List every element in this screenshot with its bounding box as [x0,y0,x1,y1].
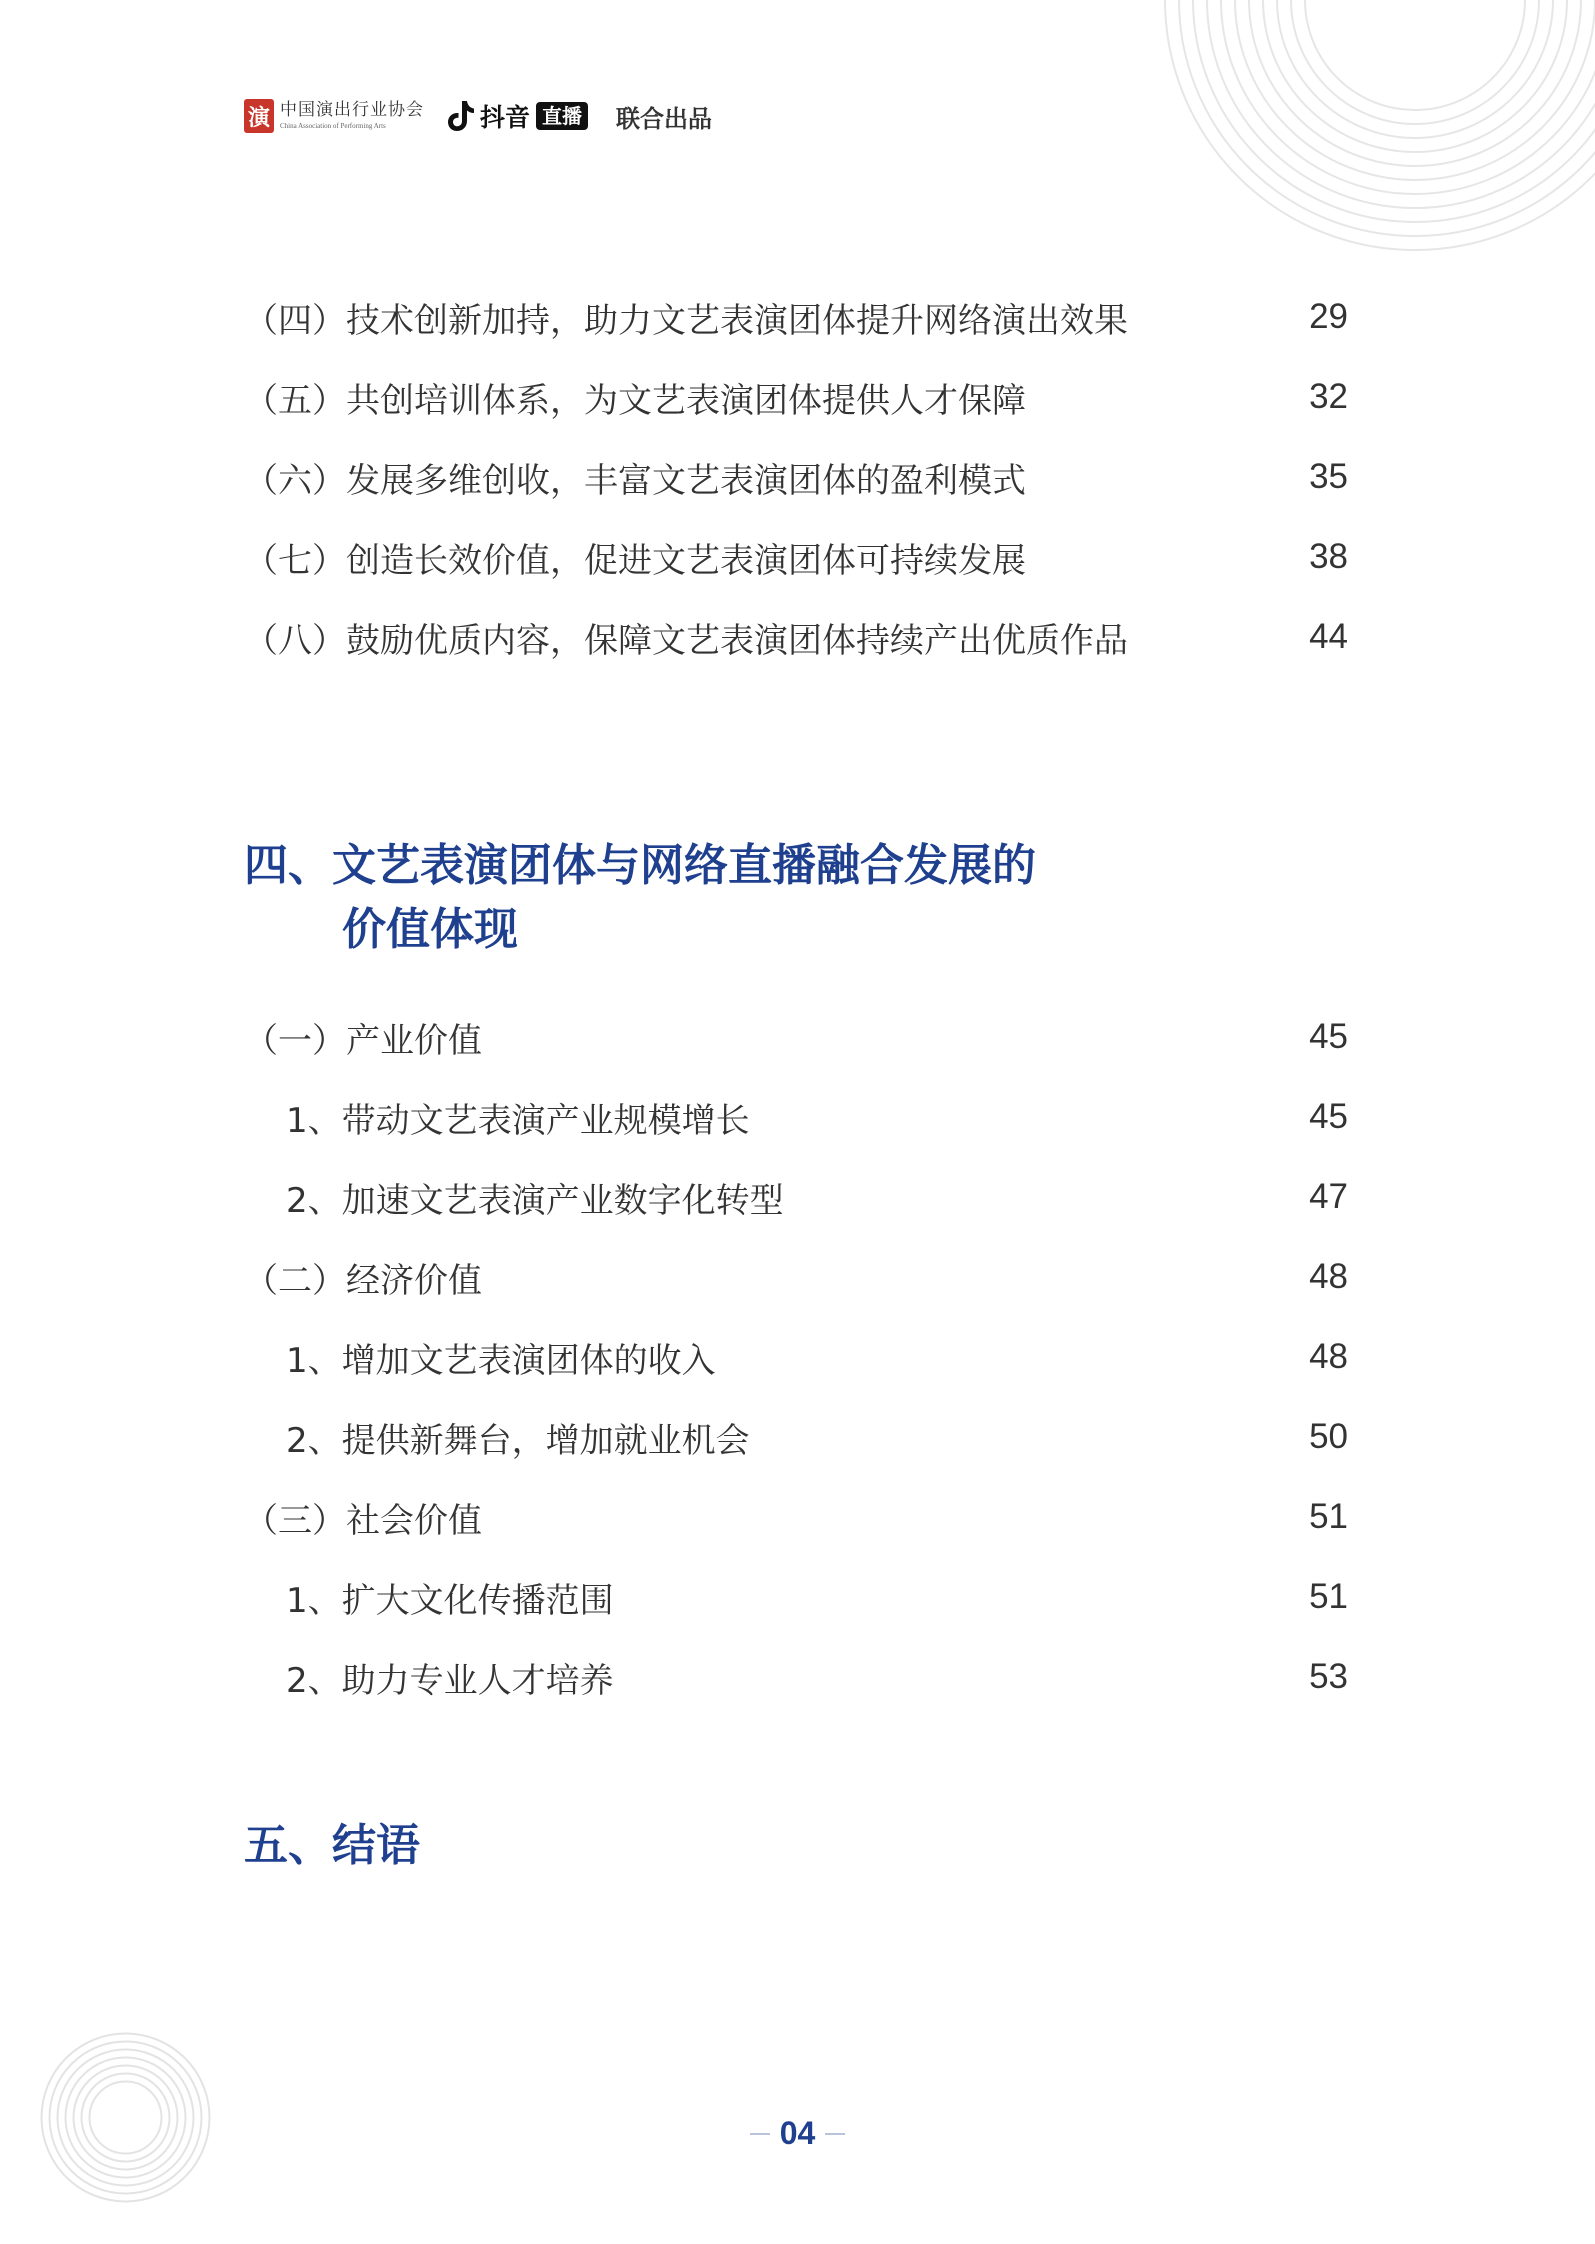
toc-item-label: （八）鼓励优质内容，保障文艺表演团体持续产出优质作品 [244,620,1128,661]
section-four-title-line2: 价值体现 [342,904,518,955]
toc-item-label: （五）共创培训体系，为文艺表演团体提供人才保障 [244,380,1026,421]
page-number-dash-right [825,2133,845,2135]
toc-item-label: （七）创造长效价值，促进文艺表演团体可持续发展 [244,540,1026,581]
toc-subitem-page: 50 [1309,1417,1348,1456]
page-number-text: 04 [779,2115,816,2151]
toc-subitem[interactable] [244,1572,1348,1622]
toc-item-page: 32 [1309,377,1348,416]
toc-item[interactable] [244,612,1348,662]
cpaa-logo [244,99,424,133]
cpaa-seal-icon: 演 [244,99,274,133]
douyin-note-icon [446,99,476,133]
toc-item[interactable] [244,532,1348,582]
section-five-title[interactable] [244,1814,420,1878]
toc-subitem-label: 2、加速文艺表演产业数字化转型 [286,1180,784,1221]
toc-subitem-label: 1、扩大文化传播范围 [286,1580,614,1621]
toc-item-page: 29 [1309,297,1348,336]
toc-subitem-label: 2、助力专业人才培养 [286,1660,614,1701]
toc-subitem[interactable] [244,1332,1348,1382]
toc-item-page: 48 [1309,1257,1348,1296]
douyin-logo [446,98,588,134]
live-badge: 直播 [536,102,588,130]
toc-item-label: （三）社会价值 [244,1500,482,1541]
toc-item[interactable] [244,1252,1348,1302]
toc-item-label: （一）产业价值 [244,1020,482,1061]
toc-subitem-page: 51 [1309,1577,1348,1616]
section-five-title-text: 五、结语 [244,1820,420,1871]
toc-subitem-page: 48 [1309,1337,1348,1376]
toc-item-label: （四）技术创新加持，助力文艺表演团体提升网络演出效果 [244,300,1128,341]
decorative-circles-top-right [1155,0,1595,260]
toc-subitem-label: 1、增加文艺表演团体的收入 [286,1340,716,1381]
toc-subitem-page: 53 [1309,1657,1348,1696]
section-four-title-line1: 四、文艺表演团体与网络直播融合发展的 [244,840,1036,891]
toc-item[interactable] [244,1012,1348,1062]
toc-subitem[interactable] [244,1172,1348,1222]
toc-subitem-label: 1、带动文艺表演产业规模增长 [286,1100,750,1141]
cpaa-name: 中国演出行业协会 [280,100,424,120]
toc-item-label: （六）发展多维创收，丰富文艺表演团体的盈利模式 [244,460,1026,501]
douyin-name: 抖音 [480,103,531,132]
toc-subitem-page: 47 [1309,1177,1348,1216]
cpaa-name-en: China Association of Performing Arts [280,122,386,130]
toc-item-label: （二）经济价值 [244,1260,482,1301]
toc-subitem-label: 2、提供新舞台，增加就业机会 [286,1420,750,1461]
toc-subitem[interactable] [244,1092,1348,1142]
toc-subitem[interactable] [244,1652,1348,1702]
header-logos [244,90,712,142]
section-four-title[interactable] [244,834,1036,962]
joint-production-label: 联合出品 [616,104,713,133]
toc-item-page: 44 [1309,617,1348,656]
toc-item[interactable] [244,1492,1348,1542]
page-number-dash-left [750,2133,770,2135]
cpaa-text [280,102,424,130]
toc-item-page: 38 [1309,537,1348,576]
toc-subitem-page: 45 [1309,1097,1348,1136]
toc-item[interactable] [244,372,1348,422]
toc-subitem[interactable] [244,1412,1348,1462]
toc-item[interactable] [244,452,1348,502]
toc-item-page: 51 [1309,1497,1348,1536]
toc-item[interactable] [244,292,1348,342]
toc-item-page: 35 [1309,457,1348,496]
toc-item-page: 45 [1309,1017,1348,1056]
page-number [0,2115,1595,2152]
